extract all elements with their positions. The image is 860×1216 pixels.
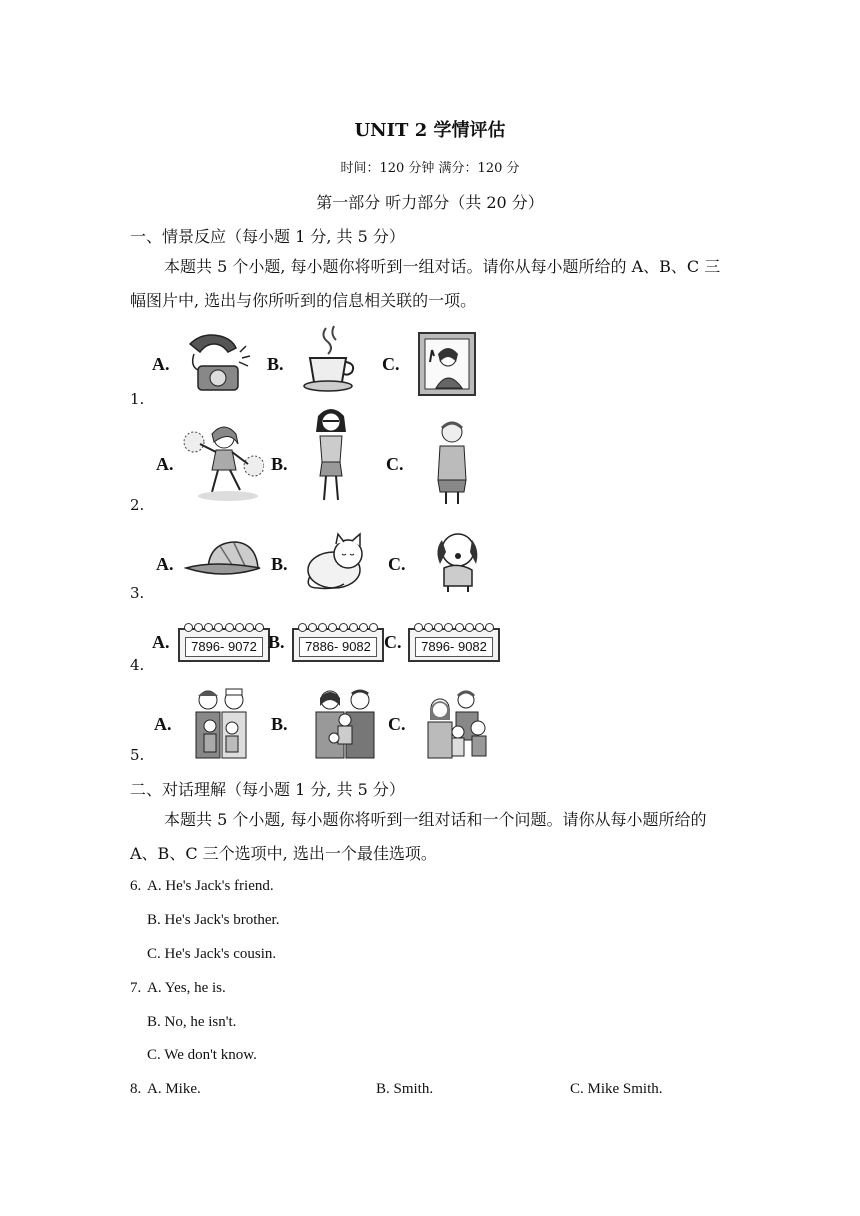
phone-number-a: 7896- 9072 — [185, 637, 263, 657]
cap-icon — [184, 538, 264, 582]
q3-label-c: C. — [388, 554, 406, 574]
q8-number: 8. — [130, 1081, 142, 1097]
q4-label-b: B. — [268, 632, 285, 652]
cheerleader-girl-icon — [182, 420, 264, 504]
part-title: 第一部分 听力部分（共 20 分） — [316, 193, 544, 212]
q3-label-a: A. — [156, 554, 174, 574]
section1-heading: 一、情景反应（每小题 1 分, 共 5 分） — [130, 227, 405, 246]
q5-label-b: B. — [271, 714, 288, 734]
phone-number-card-a — [178, 628, 270, 662]
dog-icon — [432, 530, 482, 594]
q1-label-b: B. — [267, 354, 284, 374]
q6-option-a: A. He's Jack's friend. — [147, 878, 274, 894]
section2-heading: 二、对话理解（每小题 1 分, 共 5 分） — [130, 780, 405, 799]
q4-number: 4. — [130, 656, 145, 674]
phone-number-b: 7886- 9082 — [299, 637, 377, 657]
q1-label-a: A. — [152, 354, 170, 374]
family-mother-kids-icon — [426, 690, 492, 760]
q5-label-a: A. — [154, 714, 172, 734]
q8-option-c: C. Mike Smith. — [570, 1081, 663, 1097]
q8-option-b: B. Smith. — [376, 1081, 434, 1097]
time-info: 时间：120 分钟 满分：120 分 — [340, 161, 520, 176]
q5-label-c: C. — [388, 714, 406, 734]
section1-instruction: 本题共 5 个小题, 每小题你将听到一组对话。请你从每小题所给的 A、B、C 三幅图片中, 选出与你所听到的信息相关联的一项。 — [130, 257, 721, 310]
q2-label-c: C. — [386, 454, 404, 474]
telephone-icon — [184, 330, 254, 396]
coffee-cup-icon — [302, 324, 358, 394]
q6-option-b: B. He's Jack's brother. — [147, 912, 280, 928]
q5-number: 5. — [130, 746, 145, 764]
q3-number: 3. — [130, 584, 145, 602]
q1-label-c: C. — [382, 354, 400, 374]
q4-label-a: A. — [152, 632, 170, 652]
q6-option-c: C. He's Jack's cousin. — [147, 946, 277, 962]
family-parents-icon — [312, 688, 378, 760]
q3-label-b: B. — [271, 554, 288, 574]
framed-photo-icon — [418, 332, 476, 396]
sleeping-cat-icon — [304, 532, 372, 592]
q8-option-a: A. Mike. — [147, 1081, 201, 1097]
q7-option-a: A. Yes, he is. — [147, 980, 226, 996]
phone-number-card-c — [408, 628, 500, 662]
q7-option-c: C. We don't know. — [147, 1047, 257, 1063]
q6-number: 6. — [130, 878, 142, 894]
phone-number-c: 7896- 9082 — [415, 637, 493, 657]
q7-option-b: B. No, he isn't. — [147, 1014, 237, 1030]
woman-with-glasses-icon — [310, 402, 352, 506]
section2-instruction: 本题共 5 个小题, 每小题你将听到一组对话和一个问题。请你从每小题所给的 A、B、C 三个选项中, 选出一个最佳选项。 — [130, 810, 707, 863]
q2-number: 2. — [130, 496, 145, 514]
q7-number: 7. — [130, 980, 142, 996]
q1-number: 1. — [130, 390, 145, 408]
q2-label-a: A. — [156, 454, 174, 474]
family-doctors-icon — [188, 688, 254, 760]
q2-label-b: B. — [271, 454, 288, 474]
old-woman-icon — [434, 418, 470, 506]
page-title: UNIT 2 学情评估 — [354, 120, 506, 141]
q4-label-c: C. — [384, 632, 402, 652]
phone-number-card-b — [292, 628, 384, 662]
